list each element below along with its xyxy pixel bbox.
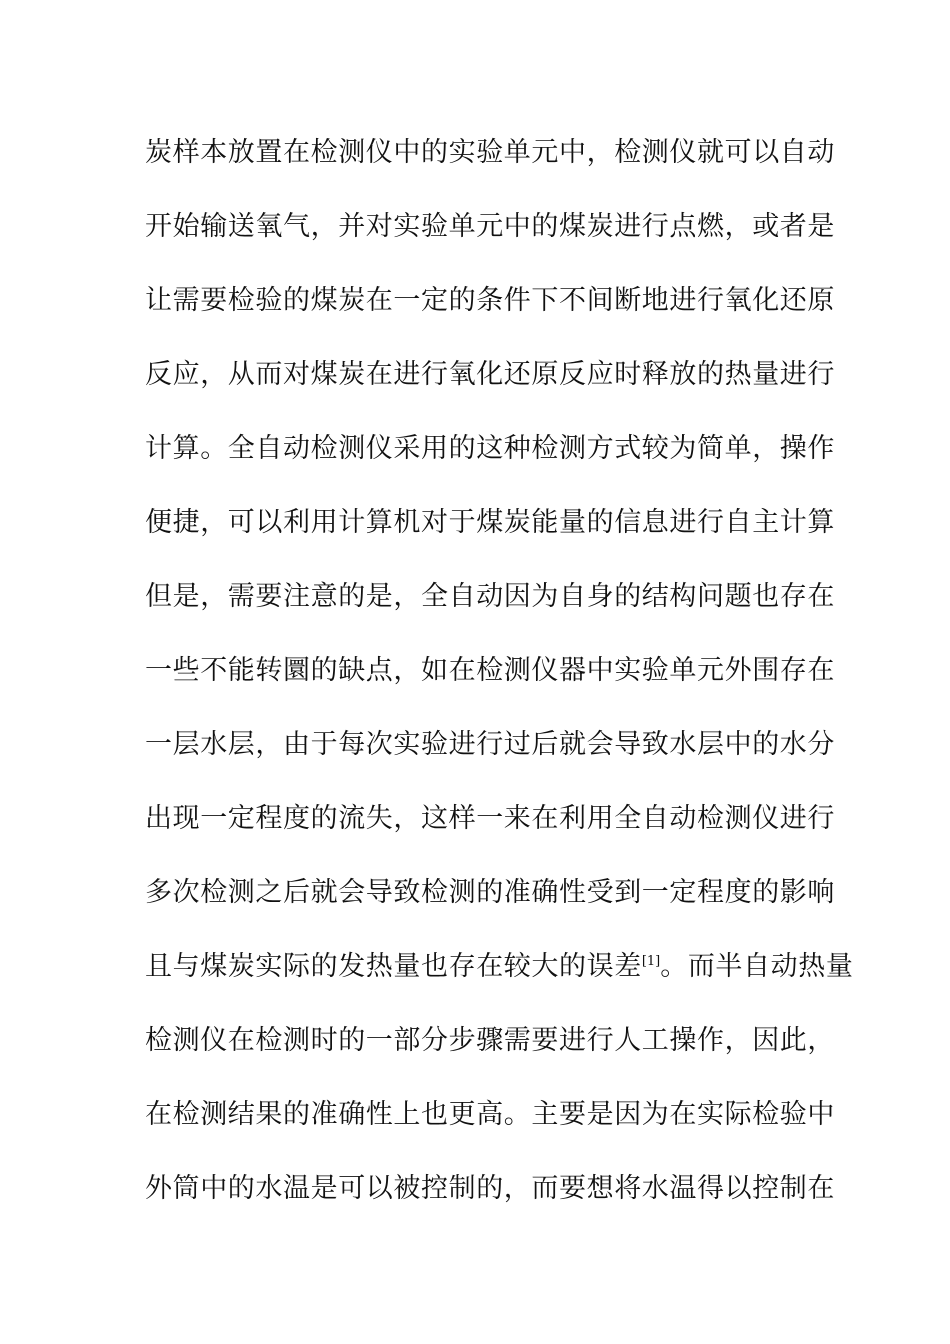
text-line-11: 多次检测之后就会导致检测的准确性受到一定程度的影响 [145,877,835,908]
text-line-12-after: 。而半自动热量 [660,951,854,982]
text-line-4: 反应，从而对煤炭在进行氧化还原反应时释放的热量进行 [145,359,835,390]
text-line-6: 便捷，可以利用计算机对于煤炭能量的信息进行自主计算 [145,507,835,538]
text-line-10: 出现一定程度的流失，这样一来在利用全自动检测仪进行 [145,803,835,834]
text-line-8: 一些不能转圜的缺点，如在检测仪器中实验单元外围存在 [145,655,835,686]
body-text [145,125,854,1235]
text-line-13: 检测仪在检测时的一部分步骤需要进行人工操作，因此， [145,1025,835,1056]
text-line-5: 计算。全自动检测仪采用的这种检测方式较为简单，操作 [145,433,835,464]
text-line-2: 开始输送氧气，并对实验单元中的煤炭进行点燃，或者是 [145,211,835,242]
text-line-3: 让需要检验的煤炭在一定的条件下不间断地进行氧化还原 [145,285,835,316]
text-line-12 [145,939,854,1013]
citation-marker: [1] [641,954,661,969]
text-line-7: 但是，需要注意的是，全自动因为自身的结构问题也存在 [145,581,835,612]
text-line-1: 炭样本放置在检测仪中的实验单元中，检测仪就可以自动 [145,137,835,168]
text-line-14: 在检测结果的准确性上也更高。主要是因为在实际检验中 [145,1099,835,1130]
text-line-9: 一层水层，由于每次实验进行过后就会导致水层中的水分 [145,729,835,760]
text-line-12-before: 且与煤炭实际的发热量也存在较大的误差 [145,951,642,982]
text-line-15: 外筒中的水温是可以被控制的，而要想将水温得以控制在 [145,1173,835,1204]
